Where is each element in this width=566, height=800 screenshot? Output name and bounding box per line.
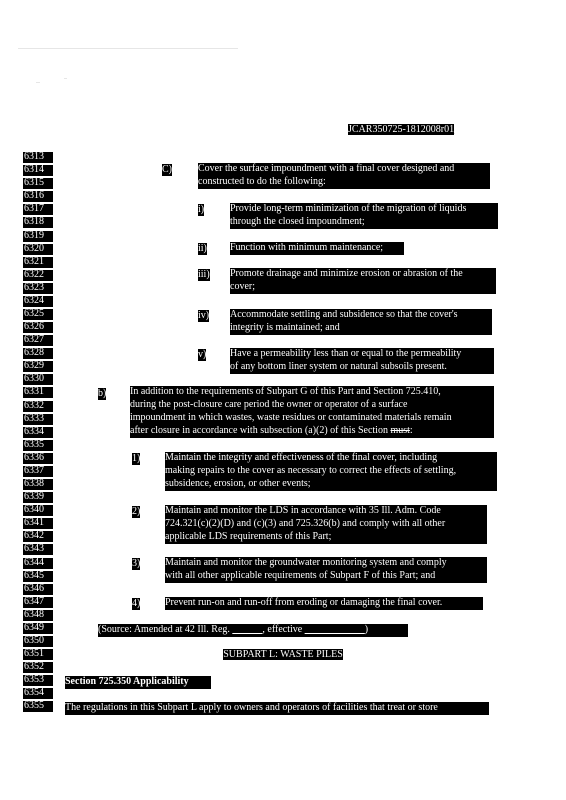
line-number: 6336	[23, 453, 53, 464]
line-number: 6350	[23, 636, 53, 647]
subitem-iv-text	[230, 309, 492, 335]
text-line: of any bottom liner system or natural subsoils present.	[230, 360, 447, 372]
line-number: 6333	[23, 414, 53, 425]
line-number: 6321	[23, 257, 53, 268]
line-number: 6315	[23, 178, 53, 189]
item-c-text	[198, 163, 490, 189]
line-number: 6329	[23, 361, 53, 372]
text-line: with all other applicable requirements of Subpart F of this Part; and	[165, 569, 436, 581]
line-number: 6342	[23, 531, 53, 542]
line-number: 6331	[23, 387, 53, 398]
blank-field: ______	[232, 624, 263, 635]
line-number: 6314	[23, 165, 53, 176]
line-number: 6344	[23, 558, 53, 569]
line-number: 6324	[23, 296, 53, 307]
subitem-label-4: 4)	[132, 598, 141, 609]
line-number: 6318	[23, 217, 53, 228]
scan-artifact	[18, 48, 238, 49]
line-number: 6340	[23, 505, 53, 516]
subitem-iii-text	[230, 268, 496, 294]
text-line: making repairs to the cover as necessary to correct the effects of settling,	[165, 464, 457, 476]
subitem-label-iii: iii)	[198, 269, 210, 280]
text-line: Accommodate settling and subsidence so that the cover's	[230, 309, 458, 320]
section-heading: Section 725.350 Applicability	[65, 676, 211, 689]
text-run: :	[409, 424, 413, 436]
line-number: 6332	[23, 401, 53, 412]
line-number: 6328	[23, 348, 53, 359]
text-run: after closure in accordance with subsection (a)(2) of this Section	[130, 424, 391, 436]
line-number: 6341	[23, 518, 53, 529]
text-line: during the post-closure care period the owner or operator of a surface	[130, 398, 408, 410]
text-line: through the closed impoundment;	[230, 215, 365, 227]
subitem-4-text	[165, 597, 483, 610]
text-line: integrity is maintained; and	[230, 321, 340, 333]
subitem-label-i: i)	[198, 204, 205, 215]
subpart-heading-text: SUBPART L: WASTE PILES	[223, 649, 343, 660]
text-line: applicable LDS requirements of this Part;	[165, 530, 332, 542]
line-number: 6317	[23, 204, 53, 215]
document-reference: JCAR350725-1812008r01	[348, 124, 455, 135]
item-label-b: b)	[98, 388, 107, 399]
text-line: Prevent run-on and run-off from eroding or damaging the final cover.	[165, 597, 443, 608]
subitem-ii-text	[230, 242, 404, 255]
line-number: 6330	[23, 374, 53, 385]
text-run: , effective	[262, 624, 305, 635]
text-line: Maintain and monitor the LDS in accordance with 35 Ill. Adm. Code	[165, 505, 441, 516]
line-number: 6346	[23, 584, 53, 595]
line-number: 6323	[23, 283, 53, 294]
line-number: 6338	[23, 479, 53, 490]
line-number: 6334	[23, 427, 53, 438]
scan-artifact	[64, 78, 67, 79]
line-number: 6354	[23, 688, 53, 699]
subitem-label-v: v)	[198, 349, 207, 360]
subitem-3-text	[165, 557, 487, 583]
subitem-label-ii: ii)	[198, 243, 207, 254]
text-line: Provide long-term minimization of the migration of liquids	[230, 203, 467, 214]
text-line: cover;	[230, 280, 255, 292]
subitem-v-text	[230, 348, 494, 374]
line-number: 6339	[23, 492, 53, 503]
line-number: 6316	[23, 191, 53, 202]
subitem-1-text	[165, 452, 497, 491]
line-number: 6352	[23, 662, 53, 673]
text-run: (Source: Amended at 42 Ill. Reg.	[98, 624, 233, 635]
line-number: 6320	[23, 244, 53, 255]
struck-text: must	[390, 424, 410, 436]
text-line: Function with minimum maintenance;	[230, 242, 384, 253]
text-line: impoundment in which wastes, waste residues or contaminated materials remain	[130, 411, 452, 423]
line-number: 6343	[23, 544, 53, 555]
line-number: 6353	[23, 675, 53, 686]
line-number: 6325	[23, 309, 53, 320]
line-number: 6313	[23, 152, 53, 163]
text-line: constructed to do the following:	[198, 175, 326, 187]
subitem-2-text	[165, 505, 487, 544]
text-line: 724.321(c)(2)(D) and (c)(3) and 725.326(b) and comply with all other	[165, 517, 446, 529]
blank-field: ____________	[304, 624, 365, 635]
line-number: 6351	[23, 649, 53, 660]
subitem-label-iv: iv)	[198, 310, 210, 321]
line-number: 6355	[23, 701, 53, 712]
text-line: Cover the surface impoundment with a final cover designed and	[198, 163, 455, 174]
line-number: 6349	[23, 623, 53, 634]
line-number: 6322	[23, 270, 53, 281]
line-number: 6347	[23, 597, 53, 608]
text-line: subsidence, erosion, or other events;	[165, 477, 311, 489]
item-b-text	[130, 386, 494, 438]
text-line: Have a permeability less than or equal to the permeability	[230, 348, 462, 359]
line-number: 6337	[23, 466, 53, 477]
item-label-c: C)	[162, 164, 172, 175]
line-number: 6348	[23, 610, 53, 621]
subpart-heading	[0, 649, 566, 660]
source-note	[98, 624, 408, 637]
line-number: 6345	[23, 571, 53, 582]
subitem-i-text	[230, 203, 498, 229]
text-line: Maintain and monitor the groundwater monitoring system and comply	[165, 557, 447, 568]
text-line: Maintain the integrity and effectiveness of the final cover, including	[165, 452, 438, 463]
text-run: )	[364, 624, 369, 635]
line-number: 6326	[23, 322, 53, 333]
scan-artifact	[36, 82, 40, 83]
subitem-label-1: 1)	[132, 453, 141, 464]
text-line	[130, 425, 494, 438]
line-number: 6327	[23, 335, 53, 346]
body-text-line: The regulations in this Subpart L apply to owners and operators of facilities that treat or store	[65, 702, 489, 715]
text-line: In addition to the requirements of Subpart G of this Part and Section 725.410,	[130, 386, 441, 397]
subitem-label-3: 3)	[132, 558, 141, 569]
subitem-label-2: 2)	[132, 506, 141, 517]
line-number: 6335	[23, 440, 53, 451]
text-line: Promote drainage and minimize erosion or abrasion of the	[230, 268, 463, 279]
line-number: 6319	[23, 231, 53, 242]
